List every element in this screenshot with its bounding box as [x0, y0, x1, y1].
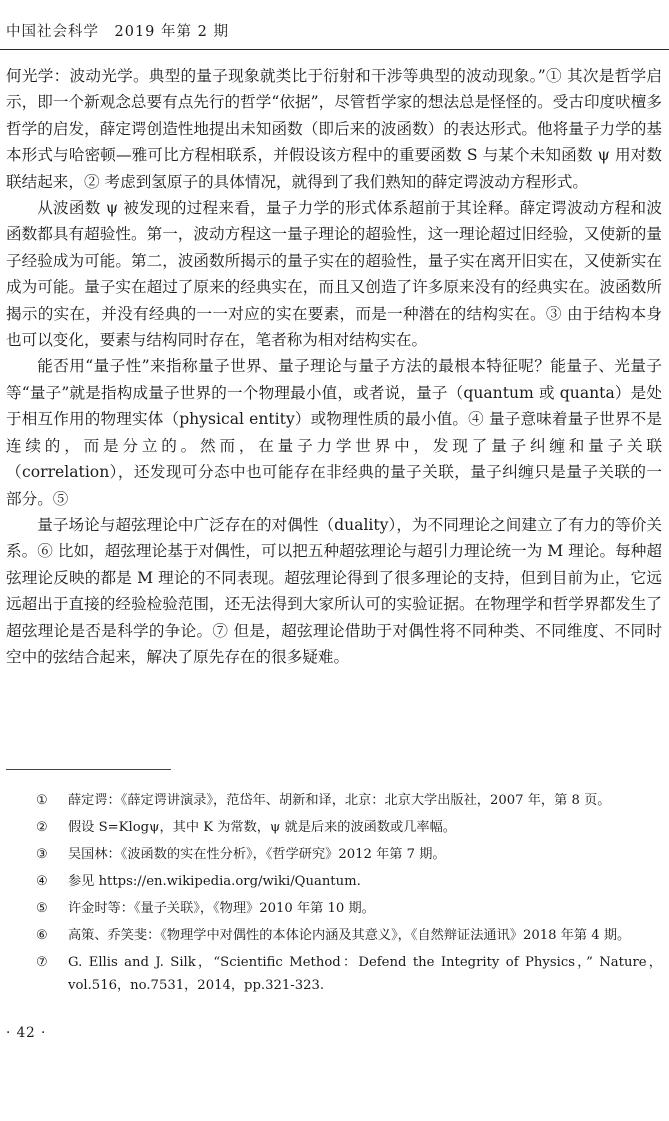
page-number: · 42 · [6, 1025, 47, 1041]
footnote-text: 假设 S=Klogψ，其中 K 为常数，ψ 就是后来的波函数或几率幅。 [68, 820, 456, 835]
paragraph-3: 能否用“量子性”来指称量子世界、量子理论与量子方法的最根本特征呢？能量子、光量子等“量子”就是指构成量子世界的一个物理最小值，或者说，量子（quantum 或 quanta）是处于相互作用的物理实体（physical entity）或物理性质的最小值。④ 量子意味着量子世界不是连续的，而是分立的。然而，在量子力学世界中，发现了量子纠缠和量子关联（correlation），还发现可分态中也可能存在非经典的量子关联，量子纠缠只是量子关联的一部分。⑤ [6, 357, 662, 508]
footnote-4 [36, 870, 662, 893]
footnote-mark: ④ [36, 874, 48, 889]
footnote-text: 薛定谔：《薛定谔讲演录》，范岱年、胡新和译，北京：北京大学出版社，2007 年，第 8 页。 [68, 793, 611, 808]
footnote-mark: ⑤ [36, 901, 48, 916]
footnote-mark: ⑦ [36, 955, 48, 970]
footnote-mark: ① [36, 793, 48, 808]
running-head: 中国社会科学 2019 年第 2 期 [6, 24, 229, 40]
footnote-5 [36, 897, 662, 920]
paragraph-1: 何光学：波动光学。典型的量子现象就类比于衍射和干涉等典型的波动现象。”① 其次是哲学启示，即一个新观念总要有点先行的哲学“依据”，尽管哲学家的想法总是怪怪的。受古印度吠檀多哲学的启发，薛定谔创造性地提出未知函数（即后来的波函数）的表达形式。他将量子力学的基本形式与哈密顿—雅可比方程相联系，并假设该方程中的重要函数 S 与某个未知函数 ψ 用对数联结起来，② 考虑到氢原子的具体情况，就得到了我们熟知的薛定谔波动方程形式。 [6, 67, 662, 191]
paragraph-2: 从波函数 ψ 被发现的过程来看，量子力学的形式体系超前于其诠释。薛定谔波动方程和波函数都具有超验性。第一，波动方程这一量子理论的超验性，这一理论超过旧经验，又使新的量子经验成为可能。第二，波函数所揭示的量子实在的超验性，量子实在离开旧实在，又使新实在成为可能。量子实在超过了原来的经典实在，而且又创造了许多原来没有的经典实在。波函数所揭示的实在，并没有经典的一一对应的实在要素，而是一种潜在的结构实在。③ 由于结构本身也可以变化，要素与结构同时存在，笔者称为相对结构实在。 [6, 199, 662, 350]
footnote-7 [36, 951, 662, 997]
footnote-mark: ③ [36, 847, 48, 862]
footnote-rule [6, 769, 171, 770]
body-text [6, 63, 662, 670]
footnote-3 [36, 843, 662, 866]
footnote-mark: ⑥ [36, 928, 48, 943]
footnotes [36, 789, 662, 1001]
footnote-1 [36, 789, 662, 812]
paragraph-4: 量子场论与超弦理论中广泛存在的对偶性（duality），为不同理论之间建立了有力的等价关系。⑥ 比如，超弦理论基于对偶性，可以把五种超弦理论与超引力理论统一为 M 理论。每种超弦理论反映的都是 M 理论的不同表现。超弦理论得到了很多理论的支持，但到目前为止，它远远超出于直接的经验检验范围，还无法得到大家所认可的实验证据。在物理学和哲学界都发生了超弦理论是否是科学的争论。⑦ 但是，超弦理论借助于对偶性将不同种类、不同维度、不同时空中的弦结合起来，解决了原先存在的很多疑难。 [6, 515, 662, 666]
footnote-text: 许金时等：《量子关联》，《物理》2010 年第 10 期。 [68, 901, 375, 916]
footnote-text: 吴国林：《波函数的实在性分析》，《哲学研究》2012 年第 7 期。 [68, 847, 446, 862]
footnote-2 [36, 816, 662, 839]
footnote-text: G. Ellis and J. Silk，“Scientific Method：Defend the Integrity of Physics，” Nature，vol.516，no.7531，2014，pp.321-323. [68, 955, 662, 993]
header-rule [0, 49, 669, 50]
footnote-text: 参见 https://en.wikipedia.org/wiki/Quantum. [68, 874, 361, 889]
footnote-text: 高策、乔笑斐：《物理学中对偶性的本体论内涵及其意义》，《自然辩证法通讯》2018 年第 4 期。 [68, 928, 631, 943]
footnote-6 [36, 924, 662, 947]
footnote-mark: ② [36, 820, 48, 835]
